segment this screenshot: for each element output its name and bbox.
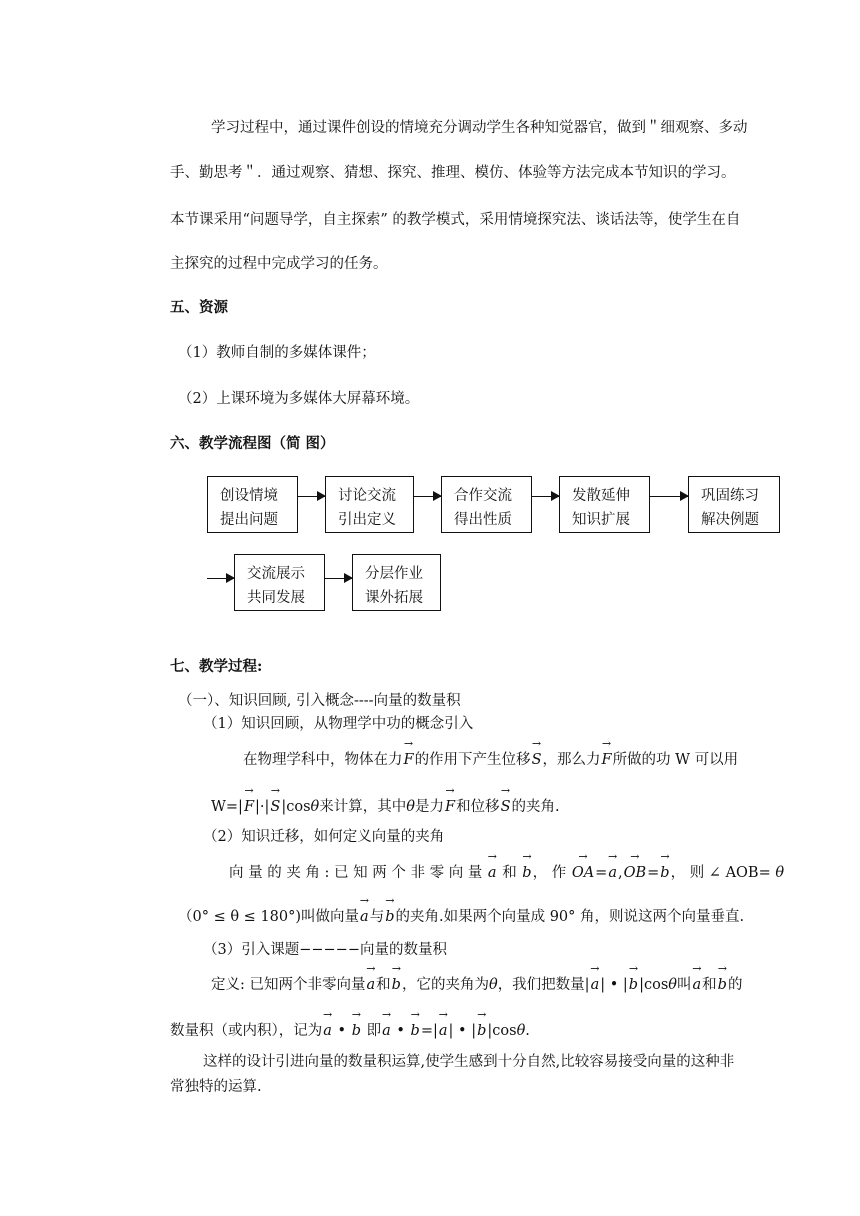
vector-f: → F: [243, 797, 255, 817]
vector-f: → F: [403, 750, 415, 770]
physics-sentence: 在物理学科中，物体在力→ F的作用下产生位移→ S，那么力→ F所做的功 W 可以用: [243, 750, 738, 770]
flow-box-3-line-2: 得出性质: [454, 512, 512, 528]
intro-line-4: 主探究的过程中完成学习的任务。: [170, 256, 388, 272]
flow-arrow-4: [650, 496, 688, 497]
resource-item-1: （1）教师自制的多媒体课件；: [178, 345, 376, 361]
flow-box-7-line-2: 课外拓展: [365, 590, 423, 606]
flow-box-7-line-1: 分层作业: [365, 566, 423, 582]
flow-box-4-line-2: 知识扩展: [572, 512, 630, 528]
flow-box-3-line-1: 合作交流: [454, 488, 512, 504]
vector-b: → b: [410, 1021, 421, 1041]
angle-definition: 向 量 的 夹 角 : 已 知 两 个 非 零 向 量 → a 和 → b， 作 → OA=→ a,→ OB=→ b， 则 ∠ AOB= θ: [229, 863, 784, 883]
flow-box-2: [325, 476, 414, 533]
process-point-3: （3）引入课题−−−−−向量的数量积: [203, 942, 447, 958]
flow-arrow-2: [414, 496, 441, 497]
flow-box-7: [352, 554, 441, 611]
flow-box-4: [559, 476, 650, 533]
vector-a: → a: [381, 1021, 392, 1041]
resource-item-2: （2）上课环境为多媒体大屏幕环境。: [178, 391, 420, 407]
vector-a: → a: [322, 1021, 333, 1041]
vector-b: → b: [384, 907, 395, 927]
angle-range: （0° ≤ θ ≤ 180°)叫做向量→ a与→ b的夹角.如果两个向量成 90° 角，则说这两个向量垂直.: [178, 907, 744, 927]
process-subheading-1: （一）、知识回顾, 引入概念----向量的数量积: [178, 693, 461, 709]
intro-line-3: 本节课采用“问题导学，自主探索” 的教学模式，采用情境探究法、谈话法等，使学生在自: [170, 212, 741, 228]
work-formula: W=|→ F|·|→ S|cosθ来计算，其中θ是力→ F和位移→ S的夹角.: [211, 797, 560, 817]
flow-box-2-line-2: 引出定义: [338, 512, 396, 528]
intro-line-1: 学习过程中，通过课件创设的情境充分调动学生各种知觉器官，做到＂细观察、多动: [211, 120, 748, 136]
flow-arrow-3: [532, 496, 559, 497]
flow-box-6: [234, 554, 325, 611]
vector-b: → b: [476, 1021, 487, 1041]
flow-arrow-1: [298, 496, 325, 497]
vector-a: → a: [366, 975, 377, 995]
flow-box-1-line-1: 创设情境: [220, 488, 278, 504]
vector-b: → b: [717, 975, 728, 995]
vector-a: → a: [590, 975, 601, 995]
flow-box-5-line-1: 巩固练习: [701, 488, 759, 504]
flow-arrow-6: [325, 578, 352, 579]
vector-a: → a: [359, 907, 370, 927]
vector-a: → a: [607, 863, 618, 883]
vector-a: → a: [438, 1021, 449, 1041]
vector-a: → a: [692, 975, 703, 995]
vector-s: → S: [500, 797, 512, 817]
closing-line-2: 常独特的运算.: [170, 1079, 262, 1095]
dot-product-notation: 数量积（或内积），记为→ a • → b 即→ a • → b=|→ a| • |→ b|cosθ.: [170, 1021, 530, 1041]
flow-box-5: [688, 476, 780, 533]
dot-product-definition: 定义: 已知两个非零向量→ a和→ b，它的夹角为θ，我们把数量|→ a| • |→ b|cosθ叫→ a和→ b的: [211, 975, 742, 995]
vector-a: → a: [487, 863, 498, 883]
flow-box-6-line-1: 交流展示: [247, 566, 305, 582]
flow-box-6-line-2: 共同发展: [247, 590, 305, 606]
intro-line-2: 手、勤思考＂．通过观察、猜想、探究、推理、模仿、体验等方法完成本节知识的学习。: [170, 165, 736, 181]
vector-b: → b: [628, 975, 639, 995]
flow-box-5-line-2: 解决例题: [701, 512, 759, 528]
process-point-1: （1）知识回顾，从物理学中功的概念引入: [203, 716, 474, 732]
vector-b: → b: [391, 975, 402, 995]
vector-s: → S: [269, 797, 281, 817]
vector-f: → F: [444, 797, 456, 817]
vector-s: → S: [531, 750, 543, 770]
vector-oa: → OA: [571, 863, 595, 883]
flow-box-4-line-1: 发散延伸: [572, 488, 630, 504]
section-heading-resources: 五、资源: [170, 299, 228, 316]
flow-box-2-line-1: 讨论交流: [338, 488, 396, 504]
vector-b: → b: [351, 1021, 362, 1041]
vector-b: → b: [521, 863, 532, 883]
process-point-2: （2）知识迁移，如何定义向量的夹角: [203, 829, 445, 845]
flow-box-3: [441, 476, 532, 533]
flow-box-1-line-2: 提出问题: [220, 512, 278, 528]
vector-f: → F: [601, 750, 613, 770]
section-heading-flowchart: 六、教学流程图（简 图）: [170, 435, 335, 452]
flow-arrow-5: [207, 578, 234, 579]
vector-ob: → OB: [623, 863, 648, 883]
flow-box-1: [207, 476, 298, 533]
vector-b: → b: [659, 863, 670, 883]
closing-line-1: 这样的设计引进向量的数量积运算,使学生感到十分自然,比较容易接受向量的这种非: [203, 1054, 735, 1070]
section-heading-process: 七、教学过程:: [170, 658, 263, 675]
